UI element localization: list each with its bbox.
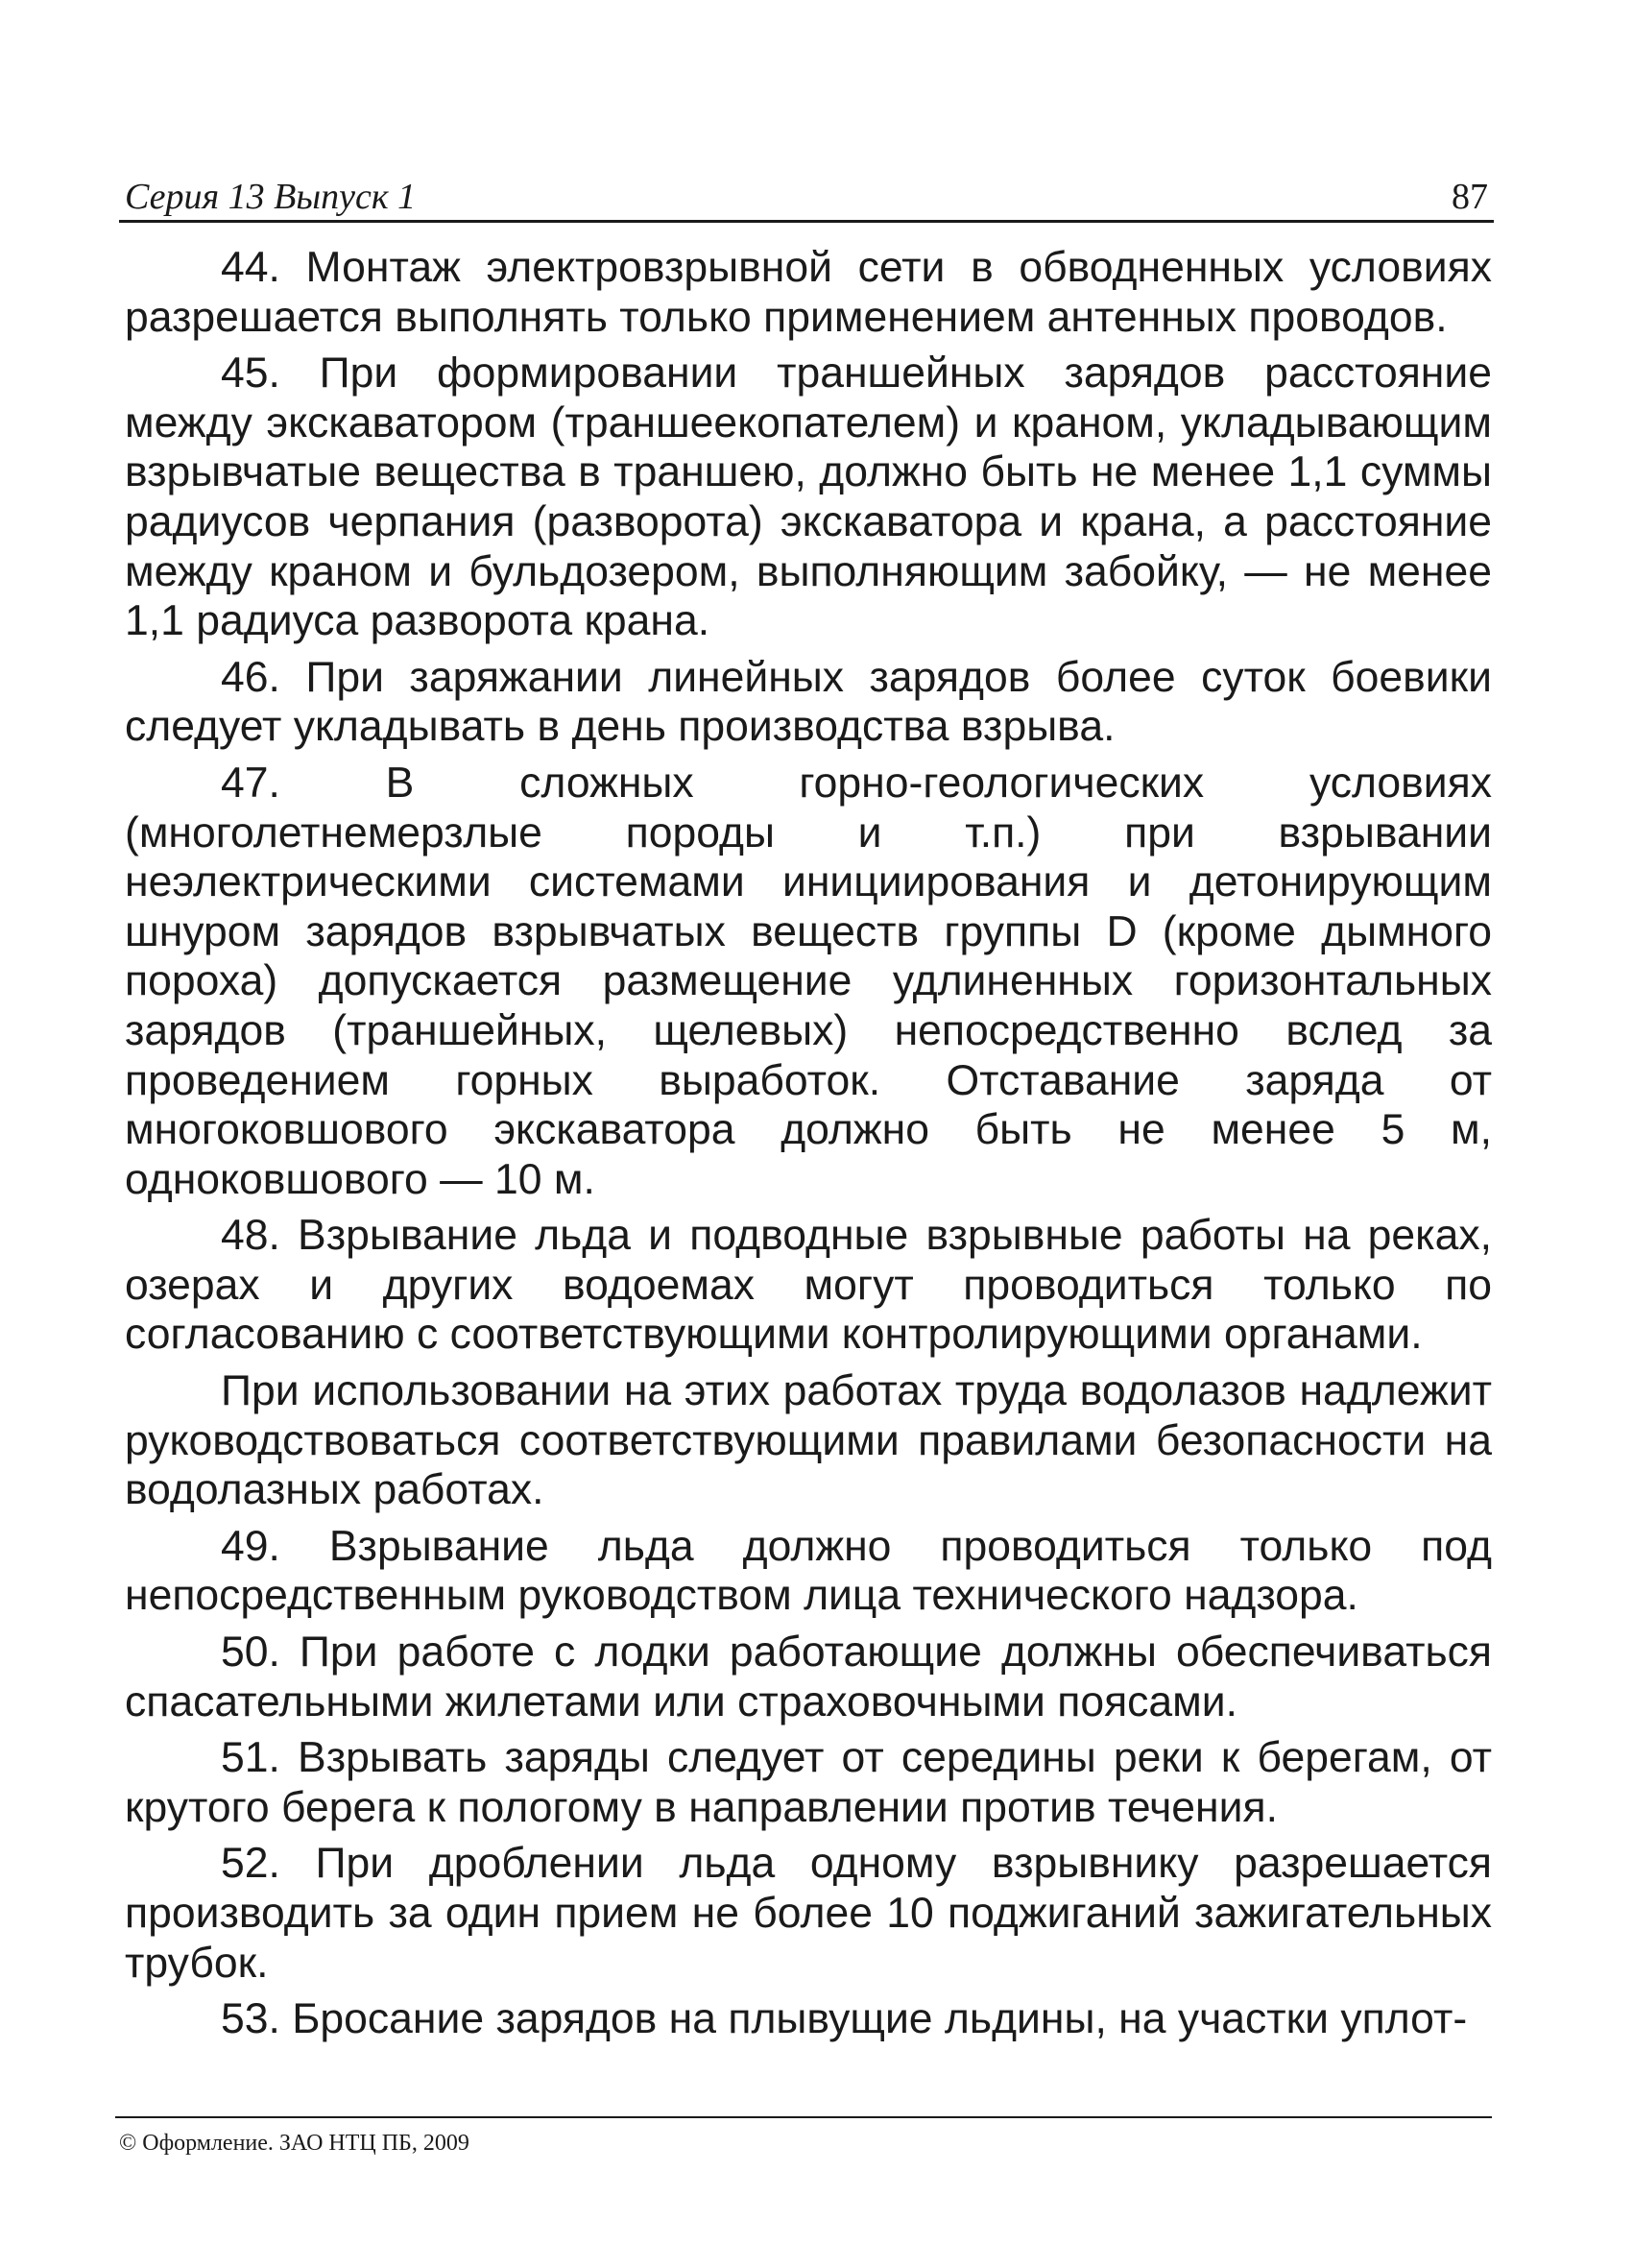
body-text [125, 243, 1492, 2044]
paragraph-47: 47. В сложных горно-геологических условиях (многолетнемерзлые породы и т.п.) при взрывании неэлектрическими системами инициирования и детонирующим шнуром зарядов взрывчатых веществ группы D (кроме дымного пороха) допускается размещение удлиненных горизонтальных зарядов (траншейных, щелевых) непосредственно вслед за проведением горных выработок. Отставание заряда от многоковшового экскаватора должно быть не менее 5 м, одноковшового — 10 м. [125, 759, 1492, 1203]
running-title: Серия 13 Выпуск 1 [125, 177, 417, 217]
paragraph-51: 51. Взрывать заряды следует от середины реки к берегам, от крутого берега к пологому в направлении против течения. [125, 1734, 1492, 1831]
paragraph-48: 48. Взрывание льда и подводные взрывные работы на реках, озерах и других водоемах могут проводиться только по согласованию с соответствующими контролирующими органами. [125, 1212, 1492, 1359]
copyright-note: © Оформление. ЗАО НТЦ ПБ, 2009 [119, 2131, 469, 2156]
footer-divider [115, 2116, 1492, 2118]
paragraph-53: 53. Бросание зарядов на плывущие льдины, на участки уплот- [221, 1995, 1468, 2043]
paragraph-52: 52. При дроблении льда одному взрывнику разрешается производить за один прием не более 10 поджиганий зажигательных трубок. [125, 1840, 1492, 1987]
paragraph-46: 46. При заряжании линейных зарядов более суток боевики следует укладывать в день производства взрыва. [125, 653, 1492, 751]
paragraph-45: 45. При формировании траншейных зарядов расстояние между экскаватором (траншеекопателем) и краном, укладывающим взрывчатые вещества в траншею, должно быть не менее 1,1 суммы радиусов черпания (разворота) экскаватора и крана, а расстояние между краном и бульдозером, выполняющим забойку, — не менее 1,1 радиуса разворота крана. [125, 350, 1492, 645]
paragraph-48-continued: При использовании на этих работах труда водолазов надлежит руководствоваться соответствующими правилами безопасности на водолазных работах. [125, 1367, 1492, 1514]
paragraph-50: 50. При работе с лодки работающие должны обеспечиваться спасательными жилетами или страховочными поясами. [125, 1629, 1492, 1725]
paragraph-49: 49. Взрывание льда должно проводиться только под непосредственным руководством лица технического надзора. [125, 1522, 1492, 1620]
page-header [119, 176, 1494, 223]
page-number: 87 [1452, 177, 1488, 217]
paragraph-44: 44. Монтаж электровзрывной сети в обводненных условиях разрешается выполнять только применением антенных проводов. [125, 244, 1492, 341]
